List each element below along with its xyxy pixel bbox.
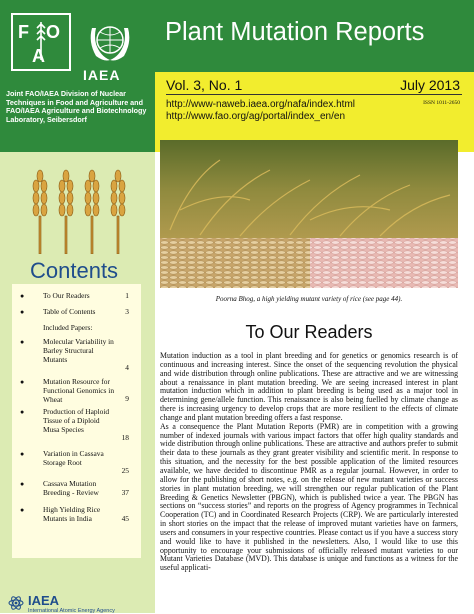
bullet-icon: ● [20,450,25,458]
joint-division-text: Joint FAO/IAEA Division of Nuclear Techniques in Food and Agriculture and FAO/IAEA Agriculture and Biotechnology Laboratory, Seibersdorf [6,89,147,124]
publication-title: Plant Mutation Reports [165,18,425,46]
toc-item-label: High Yielding Rice Mutants in India [43,505,101,523]
article-body [160,352,458,573]
toc-item-label: Table of Contents [43,307,96,316]
svg-text:F: F [18,22,29,42]
issn-number: ISSN 1011-2650 [423,100,460,106]
toc-item-page: 25 [121,466,129,475]
toc-item-page: 4 [125,363,129,372]
toc-item-page: 1 [125,291,129,300]
url-iaea[interactable]: http://www-naweb.iaea.org/nafa/index.html [166,99,355,110]
iaea-footer-name: IAEA [28,593,60,608]
toc-item-page: 3 [125,307,129,316]
bullet-icon: ● [20,308,25,316]
header-title-panel [155,0,474,72]
toc-item-label: Production of Haploid Tissue of a Diploid Musa Species [43,407,110,434]
article-title: To Our Readers [245,322,373,342]
article-paragraph: As a consequence the Plant Mutation Reports (PMR) are in competition with a growing number of indexed journals with various impact factors that offer high quality standards and wide distribution through online publications. These are attractive and authors prefer to submit their data to these journals as they grant greater visibility and scientific merit. In response to this situation, and the necessity for the best possible application of the limited resources available, we have decided to discontinue PMR as a regular journal. However, in order to allow for the publishing of short notes, e.g. on the release of new mutant varieties or success stories in plant mutation breeding, we will strengthen our regular publication of the Plant Breeding & Genetics Newsletter (PBGN), which is published twice a year. The PBGN has sections on “success stories” and reports on the progress of Agency programmes in Technical Cooperation (TC) and in Coordinated Research Projects (CRP). We are particularly interested in short stories on the impact that the release of improved mutant varieties have on farmers, users and consumers in your respective countries. Please contact us if you have a success story and would like to have it published in the newsletters. Also, I would like to use this opportunity to encourage your submissions of officially released mutant varieties to our Mutant Varieties Database (MVD). This database is unique and functions as a witness for the useful applicati- [160,421,458,573]
iaea-atom-icon [8,595,24,611]
table-of-contents [12,284,141,558]
toc-item-page: 9 [125,394,129,403]
bullet-icon: ● [20,292,25,300]
toc-item-page: 37 [121,488,129,497]
volume-number: Vol. 3, No. 1 [166,77,243,93]
bullet-icon: ● [20,480,25,488]
toc-item-label: Cassava Mutation Breeding - Review [43,479,99,497]
svg-text:O: O [46,22,61,42]
header-left-panel [0,0,155,152]
issue-date: July 2013 [400,77,460,93]
photo-caption: Poorna Bhog, a high yielding mutant variety of rice (see page 44). [215,295,403,303]
rice-photo-image [160,140,458,288]
divider [166,94,462,95]
rice-photo [160,140,458,288]
toc-item-label: Variation in Cassava Storage Root [43,449,104,467]
wheat-illustration [28,166,130,254]
iaea-footer-agency: International Atomic Energy Agency [28,608,115,614]
un-emblem [86,18,134,64]
svg-text:A: A [32,46,45,66]
bullet-icon: ● [20,338,25,346]
url-fao[interactable]: http://www.fao.org/ag/portal/index_en/en [166,111,346,122]
bullet-icon: ● [20,506,25,514]
iaea-header-label: IAEA [83,67,121,83]
contents-heading: Contents [30,258,119,283]
toc-item-label: Molecular Variability in Barley Structural Mutants [43,337,114,364]
article-paragraph: Mutation induction as a tool in plant breeding and for genetics or genomics research is of continuous and increasing interest. Since the onset of the sequencing revolution the physical and wide distribution through online publications. These are attractive and we are witnessing about a renaissance in plant mutation breeding. We are seeing increased interest in plant mutation induction which in addition to plant breeding is being used as a major tool in determining gene/allele function. This renaissance is also being fuelled by climate change as there is increasing urgency to develop crops that are more resilient to the effects of climate change and plant mutation breeding offers a fast response. [160,351,458,422]
toc-item-label: To Our Readers [43,291,90,300]
fao-logo [10,12,80,72]
included-papers-label: Included Papers: [43,323,93,332]
toc-item-page: 45 [121,514,129,523]
bullet-icon: ● [20,408,25,416]
toc-item-page: 18 [121,433,129,442]
bullet-icon: ● [20,378,25,386]
left-sidebar [0,152,155,613]
toc-item-label: Mutation Resource for Functional Genomics in Wheat [43,377,115,404]
